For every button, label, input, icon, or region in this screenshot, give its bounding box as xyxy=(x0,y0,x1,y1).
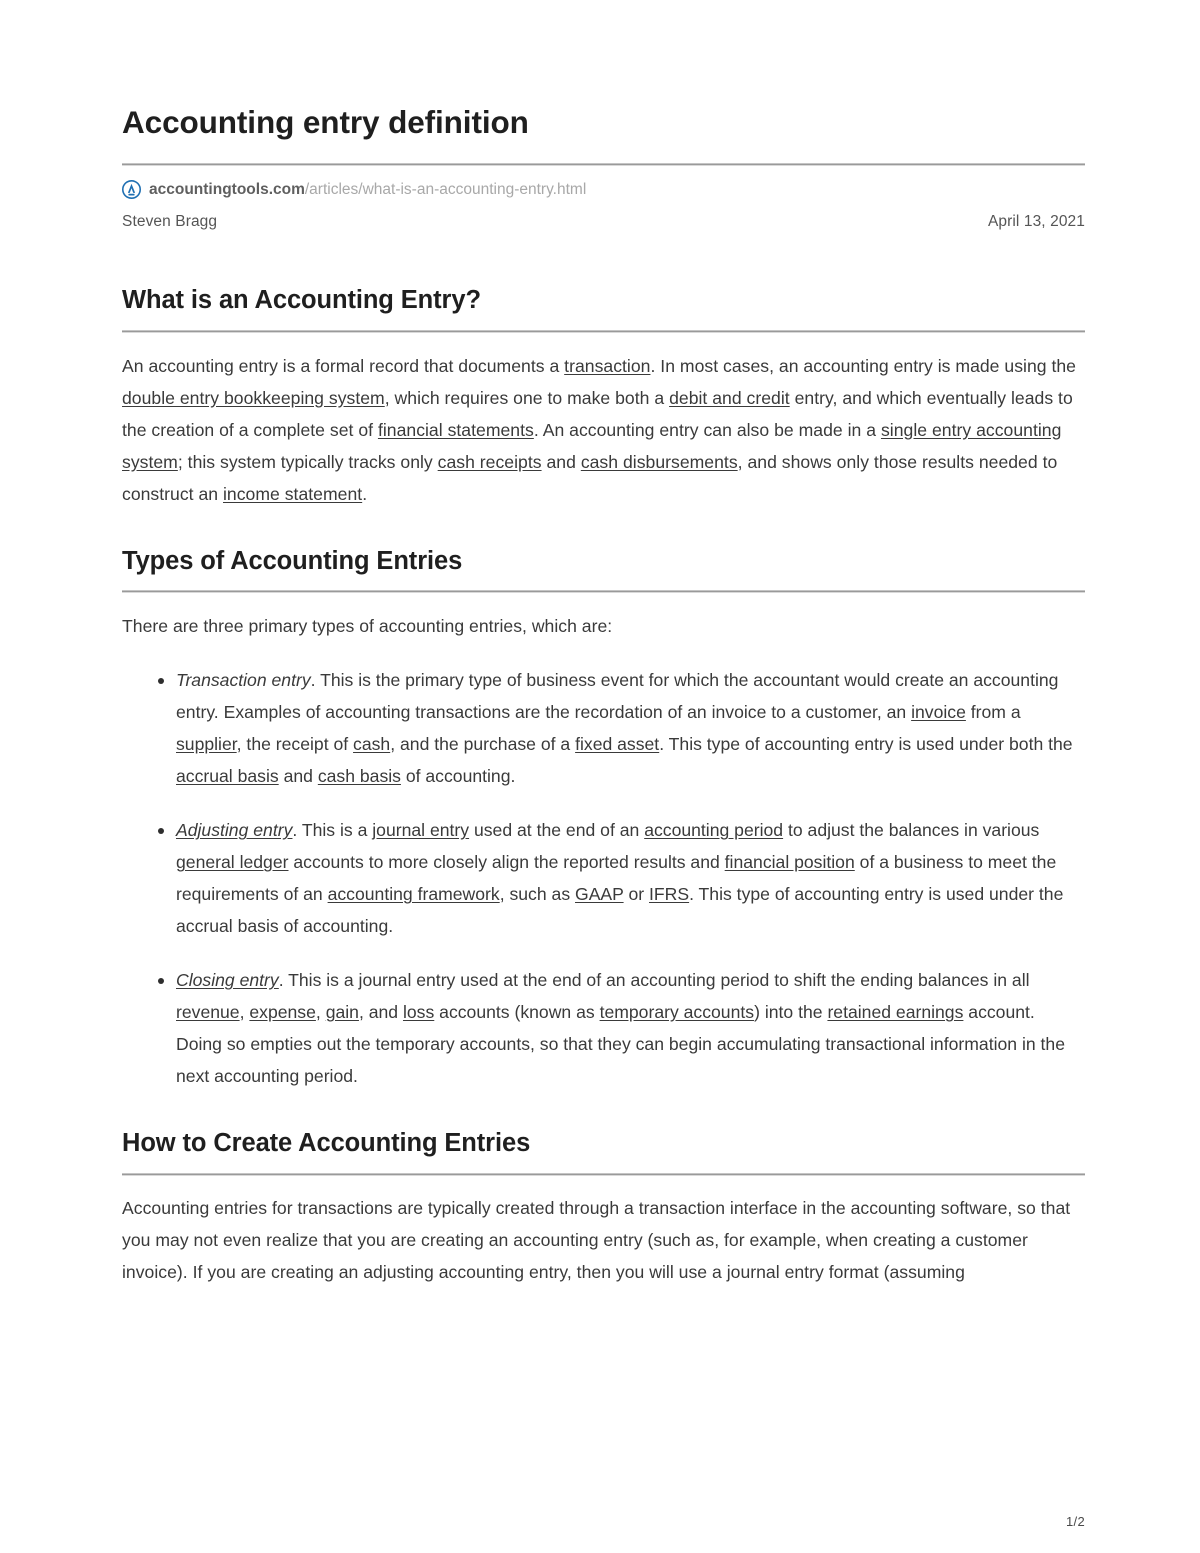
text-run: of accounting. xyxy=(400,766,516,787)
byline-row xyxy=(122,213,1085,231)
text-run: and xyxy=(541,451,581,472)
text-run: or xyxy=(623,884,650,905)
text-run: . This is a xyxy=(292,820,373,841)
text-run: from a xyxy=(965,702,1021,723)
text-run: , which requires one to make both a xyxy=(384,387,670,408)
link-gain[interactable]: gain xyxy=(325,1002,359,1023)
link-transaction[interactable]: transaction xyxy=(564,355,651,376)
term-closing-entry[interactable]: Closing entry xyxy=(176,970,279,991)
title-divider xyxy=(122,163,1085,166)
list-item xyxy=(122,814,1085,942)
term-adjusting-entry[interactable]: Adjusting entry xyxy=(176,820,293,841)
list-item xyxy=(122,664,1085,792)
link-cash-receipts[interactable]: cash receipts xyxy=(437,451,542,472)
text-run: . This type of accounting entry is used under the accrual basis of accounting. xyxy=(176,884,1064,937)
text-run: , and the purchase of a xyxy=(390,734,576,755)
text-run: ; this system typically tracks only xyxy=(177,451,438,472)
text-run: . This is the primary type of business event for which the accountant would create an accounting entry. Examples of accounting transactions are the recordation of an invoice to a customer, an xyxy=(176,670,1059,723)
link-journal-entry[interactable]: journal entry xyxy=(372,820,470,841)
text-run: , the receipt of xyxy=(236,734,354,755)
section-paragraph xyxy=(122,333,1085,510)
link-cash-basis[interactable]: cash basis xyxy=(317,766,401,787)
section-paragraph: Accounting entries for transactions are typically created through a transaction interface in the accounting software, so that you may not even realize that you are creating an accounting entry (such as, for example, when creating a customer invoice). If you are creating an adjusting accounting entry, then you will use a journal entry format (assuming xyxy=(122,1197,1071,1282)
source-domain: accountingtools.com xyxy=(149,180,305,198)
section-how-to-create-accounting-entries xyxy=(122,1092,1085,1288)
link-financial-statements[interactable]: financial statements xyxy=(377,419,534,440)
text-run: accounts to more closely align the reported results and xyxy=(288,852,725,873)
link-cash[interactable]: cash xyxy=(353,734,391,755)
text-run: accounts (known as xyxy=(434,1002,600,1023)
page-number: 1/2 xyxy=(1066,1514,1085,1529)
source-url-row xyxy=(122,178,1085,200)
text-run: , and xyxy=(358,1002,403,1023)
link-cash-disbursements[interactable]: cash disbursements xyxy=(580,451,738,472)
text-run: ) into the xyxy=(754,1002,828,1023)
publish-date: April 13, 2021 xyxy=(987,213,1085,231)
link-expense[interactable]: expense xyxy=(249,1002,316,1023)
author-name: Steven Bragg xyxy=(122,213,218,231)
link-invoice[interactable]: invoice xyxy=(911,702,966,723)
source-path: /articles/what-is-an-accounting-entry.html xyxy=(304,180,587,198)
text-run: to adjust the balances in various xyxy=(783,820,1040,841)
text-run: . xyxy=(362,483,368,504)
section-heading: How to Create Accounting Entries xyxy=(122,1129,531,1158)
text-run: of a business to meet the requirements of an xyxy=(176,852,1057,905)
section-heading: What is an Accounting Entry? xyxy=(122,286,481,315)
text-run: , and shows only those results needed to construct an xyxy=(122,451,1058,504)
section-intro: There are three primary types of accounting entries, which are: xyxy=(122,616,613,637)
link-single-entry-accounting-system[interactable]: single entry accounting system xyxy=(122,419,1062,472)
accounting-entry-types-list xyxy=(122,664,1085,1092)
link-accrual-basis[interactable]: accrual basis xyxy=(176,766,279,787)
list-item xyxy=(122,964,1085,1092)
link-financial-position[interactable]: financial position xyxy=(724,852,855,873)
section-what-is-an-accounting-entry xyxy=(122,231,1085,510)
link-retained-earnings[interactable]: retained earnings xyxy=(827,1002,964,1023)
link-fixed-asset[interactable]: fixed asset xyxy=(575,734,660,755)
text-run: entry, and which eventually leads to the creation of a complete set of xyxy=(122,387,1073,440)
link-accounting-framework[interactable]: accounting framework xyxy=(327,884,500,905)
text-run: and xyxy=(278,766,318,787)
text-run: An accounting entry is a formal record that documents a xyxy=(122,355,565,376)
link-accounting-period[interactable]: accounting period xyxy=(644,820,784,841)
term-transaction-entry: Transaction entry xyxy=(176,670,311,691)
text-run: . In most cases, an accounting entry is made using the xyxy=(650,355,1076,376)
document-content xyxy=(122,0,1085,1288)
text-run: . This type of accounting entry is used under both the xyxy=(659,734,1073,755)
link-gaap[interactable]: GAAP xyxy=(575,884,624,905)
link-loss[interactable]: loss xyxy=(402,1002,435,1023)
text-run: , such as xyxy=(499,884,576,905)
text-run: , xyxy=(315,1002,326,1023)
section-heading: Types of Accounting Entries xyxy=(122,546,463,575)
link-temporary-accounts[interactable]: temporary accounts xyxy=(599,1002,755,1023)
section-types-of-accounting-entries xyxy=(122,510,1085,1093)
text-run: account. Doing so empties out the temporary accounts, so that they can begin accumulating transactional information in the next accounting period. xyxy=(176,1002,1065,1087)
link-general-ledger[interactable]: general ledger xyxy=(176,852,289,873)
text-run: , xyxy=(239,1002,250,1023)
text-run: . This is a journal entry used at the end of an accounting period to shift the ending balances in all xyxy=(278,970,1030,991)
source-url[interactable] xyxy=(149,180,586,199)
link-ifrs[interactable]: IFRS xyxy=(649,884,690,905)
link-income-statement[interactable]: income statement xyxy=(223,483,363,504)
link-debit-and-credit[interactable]: debit and credit xyxy=(669,387,790,408)
link-supplier[interactable]: supplier xyxy=(176,734,237,755)
link-double-entry-bookkeeping-system[interactable]: double entry bookkeeping system xyxy=(122,387,385,408)
link-revenue[interactable]: revenue xyxy=(176,1002,240,1023)
text-run: . An accounting entry can also be made in a xyxy=(533,419,881,440)
accountingtools-logo-icon xyxy=(122,180,141,199)
text-run: used at the end of an xyxy=(469,820,645,841)
page-title: Accounting entry definition xyxy=(122,104,529,140)
